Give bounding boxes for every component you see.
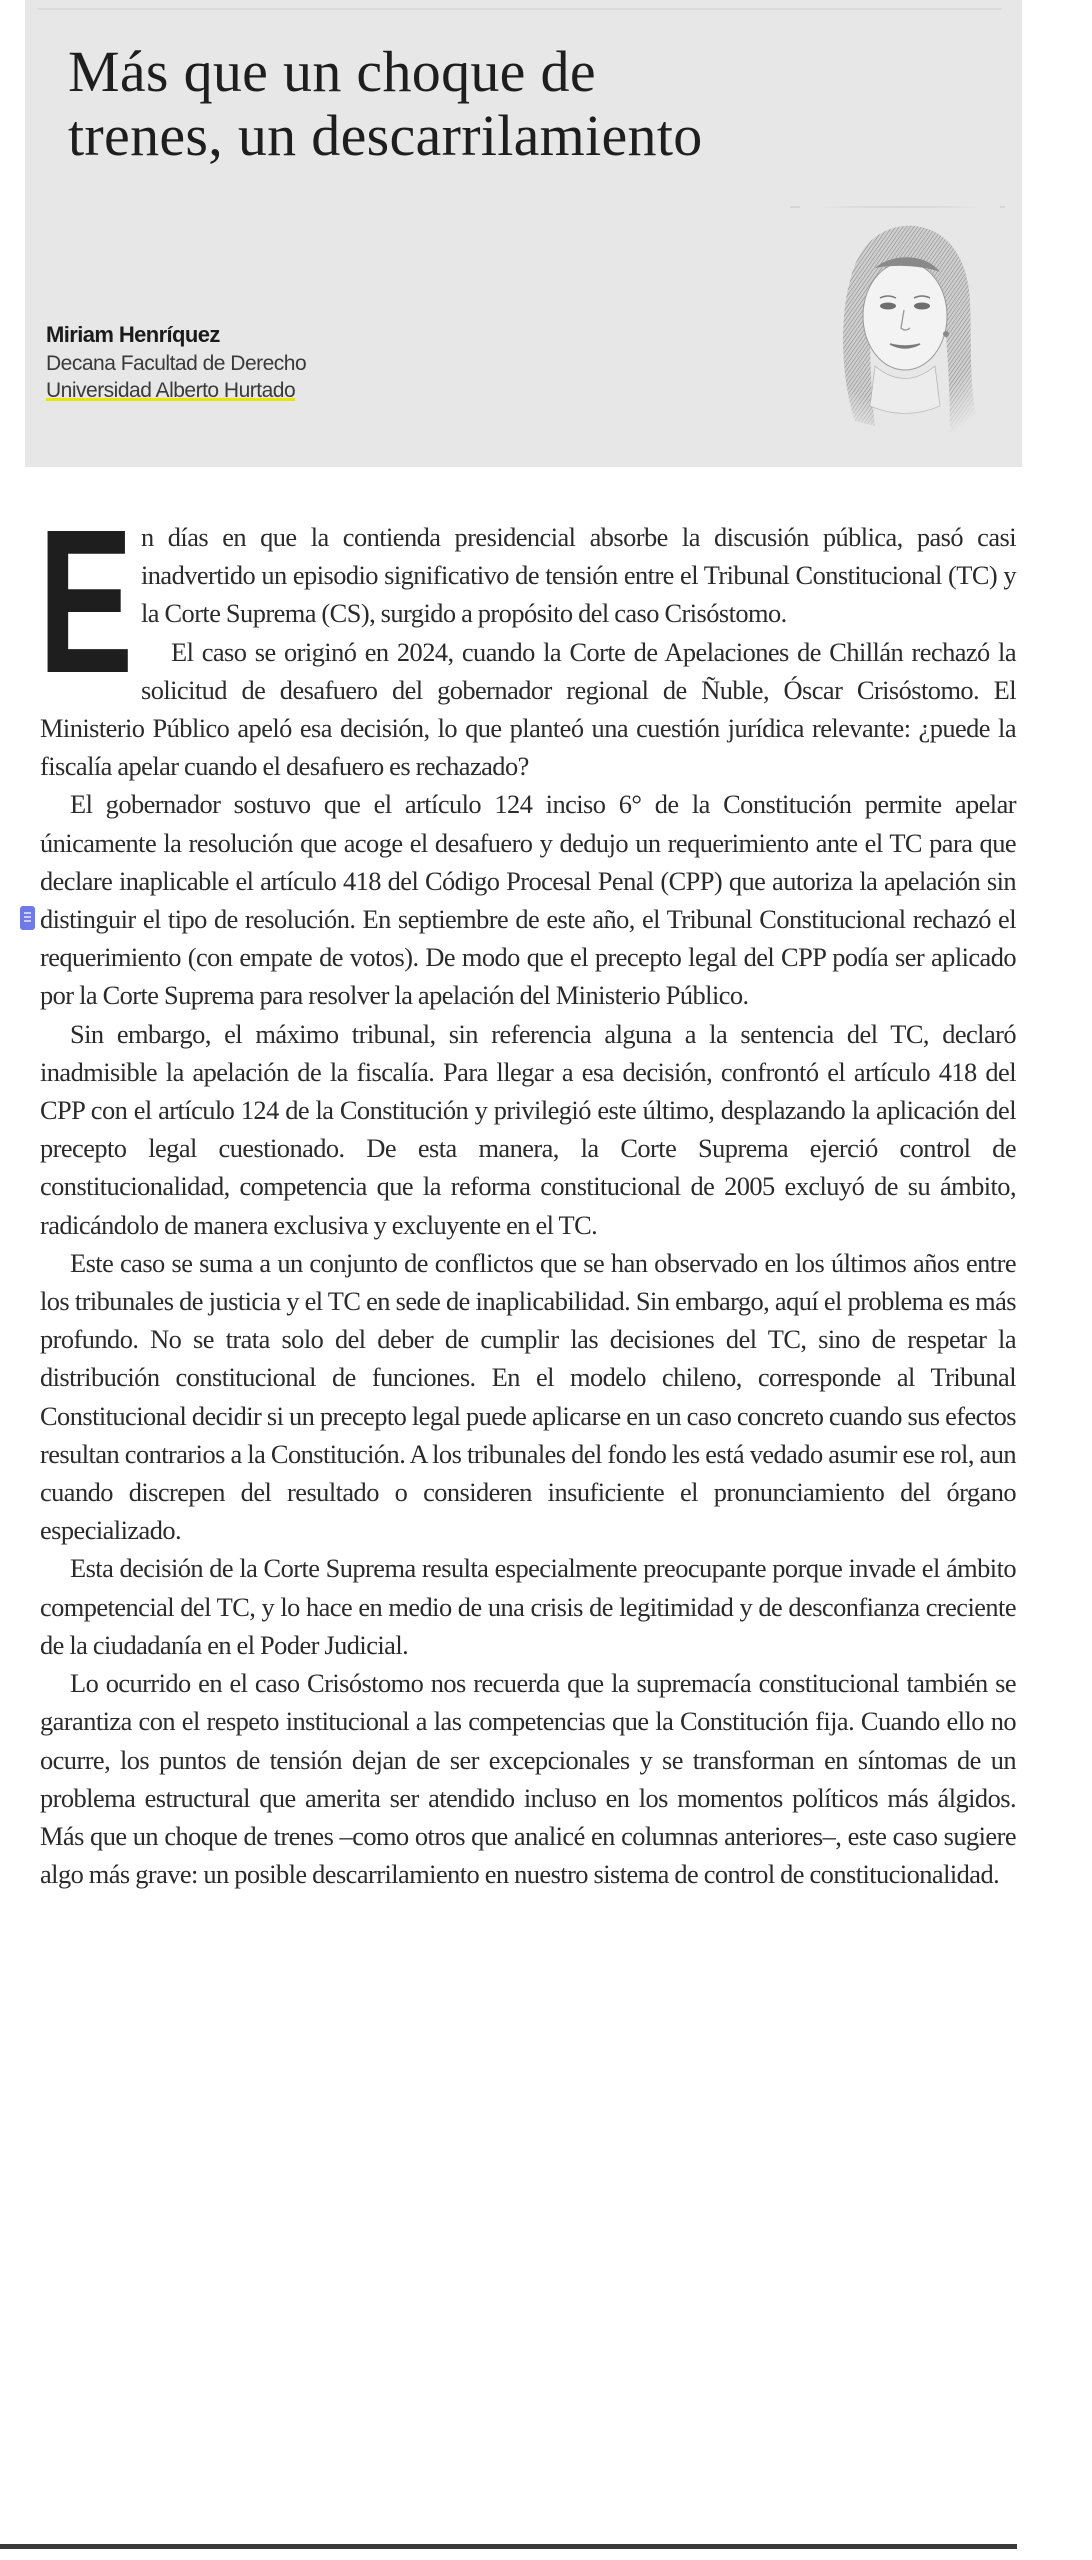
paragraph-7: Lo ocurrido en el caso Crisóstomo nos recuerda que la supremacía constitucional también se garantiza con el respeto institucional a las competencias que la Constitución fija. Cuando ello no ocurre, los puntos de tensión dejan de ser excepcionales y se transforman en síntomas de un problema estructural que amerita ser atendido incluso en los momentos políticos más álgidos. Más que un choque de trenes –como otros que analicé en columnas anteriores–, este caso sugiere algo más grave: un posible descarrilamiento en nuestro sistema de control de constitucionalidad. <box>40 1668 1016 1890</box>
paragraph-5: Este caso se suma a un conjunto de conflictos que se han observado en los últimos años entre los tribunales de justicia y el TC en sede de inaplicabilidad. Sin embargo, aquí el problema es más profundo. No se trata solo del deber de cumplir las decisiones del TC, sino de respetar la distribución constitucional de funciones. En el modelo chileno, corresponde al Tribunal Constitucional decidir si un precepto legal puede aplicarse en un caso concreto cuando sus efectos resultan contrarios a la Constitución. A los tribunales del fondo les está vedado asumir ese rol, aun cuando discrepen del resultado o consideren insuficiente el pronunciamiento del órgano especializado. <box>40 1247 1016 1546</box>
paragraph-text: n días en que la contienda presidencial absorbe la discusión pública, pasó casi inadvertido un episodio significativo de tensión entre el Tribunal Constitucional (TC) y la Corte Suprema (CS), surgido a propósito del caso Crisóstomo. <box>141 522 1016 629</box>
dropcap-letter <box>38 487 133 716</box>
header-divider <box>37 8 1002 10</box>
paragraph-2: El caso se originó en 2024, cuando la Corte de Apelaciones de Chillán rechazó la solicitud de desafuero del gobernador regional de Ñuble, Óscar Crisóstomo. El Ministerio Público apeló esa decisión, lo que planteó una cuestión jurídica relevante: ¿puede la fiscalía apelar cuando el desafuero es rechazado? <box>40 636 1016 782</box>
note-icon[interactable] <box>20 906 35 930</box>
paragraph-3: El gobernador sostuvo que el artículo 124 inciso 6° de la Constitución permite apelar únicamente la resolución que acoge el desafuero y dedujo un requerimiento ante el TC para que declare inaplicable el artículo 418 del Código Procesal Penal (CPP) que autoriza la apelación sin distinguir el tipo de resolución. En septiembre de este año, el Tribunal Constitucional rechazó el requerimiento (con empate de votos). De modo que el precepto legal del CPP podía ser aplicado por la Corte Suprema para resolver la apelación del Ministerio Público. <box>40 789 1016 1011</box>
author-portrait <box>800 206 1000 436</box>
author-block <box>46 320 306 404</box>
author-role: Decana Facultad de Derecho <box>46 352 307 375</box>
article-title: Más que un choque de trenes, un descarrilamiento <box>68 39 703 168</box>
bottom-rule <box>0 2544 1017 2549</box>
paragraph-4: Sin embargo, el máximo tribunal, sin referencia alguna a la sentencia del TC, declaró inadmisible la apelación de la fiscalía. Para llegar a esa decisión, confrontó el artículo 418 del CPP con el artículo 124 de la Constitución y privilegió este último, desplazando la aplicación del precepto legal cuestionado. De esta manera, la Corte Suprema ejerció control de constitucionalidad, competencia que la reforma constitucional de 2005 excluyó de su ámbito, radicándolo de manera exclusiva y excluyente en el TC. <box>40 1018 1016 1240</box>
article-body <box>38 487 1016 1893</box>
paragraph-6: Esta decisión de la Corte Suprema resulta especialmente preocupante porque invade el ámbito competencial del TC, y lo hace en medio de una crisis de legitimidad y de desconfianza creciente de la ciudadanía en el Poder Judicial. <box>40 1553 1016 1660</box>
author-institution: Universidad Alberto Hurtado <box>46 379 296 402</box>
author-name: Miriam Henríquez <box>46 322 220 347</box>
dropcap-text: E <box>38 487 133 716</box>
